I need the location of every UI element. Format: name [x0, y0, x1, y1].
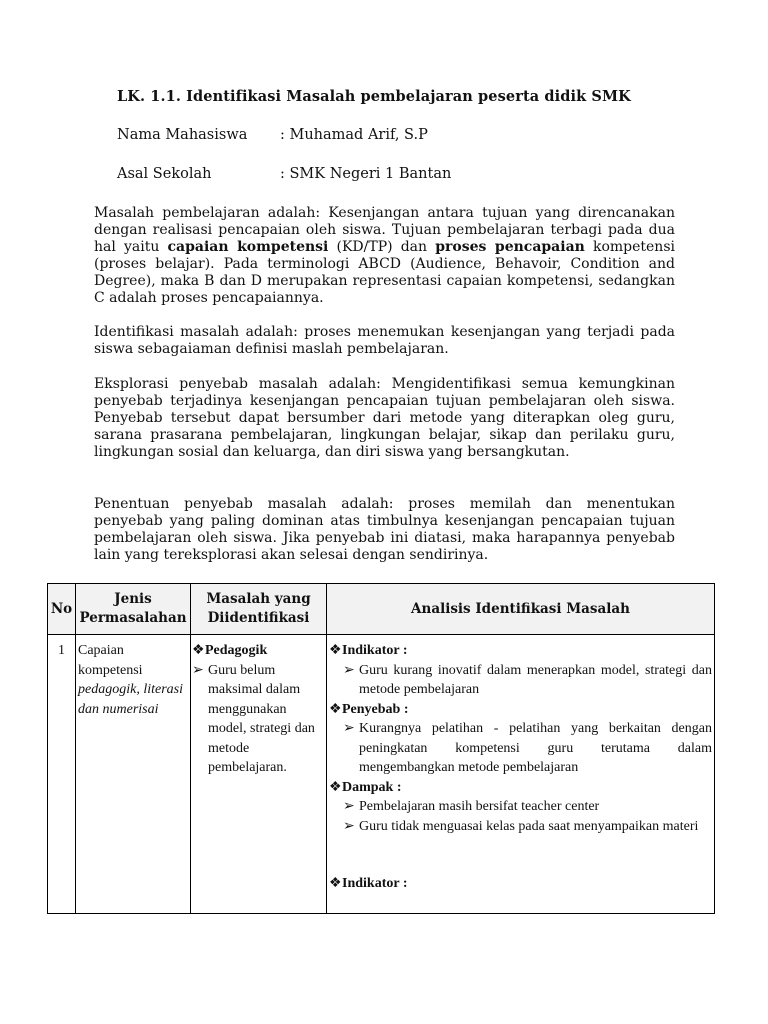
meta-label-sekolah: Asal Sekolah [117, 166, 212, 182]
penyebab-heading [329, 700, 712, 720]
arrow-bullet-icon: ➢ [343, 799, 355, 814]
diamond-bullet-icon: ❖ [192, 643, 205, 658]
meta-value-nama: : Muhamad Arif, S.P [280, 127, 428, 143]
header-masalah [191, 584, 327, 635]
diamond-bullet-icon: ❖ [329, 876, 342, 891]
indikator-heading-2 [329, 874, 712, 894]
masalah-heading [192, 641, 324, 661]
meta-row-nama [117, 127, 428, 143]
dampak-list-item [329, 797, 712, 817]
header-no: No [48, 584, 76, 635]
masalah-item-text: Guru belum maksimal dalam menggunakan model, strategi dan metode pembelajaran. [208, 662, 315, 775]
document-title: LK. 1.1. Identifikasi Masalah pembelajaran peserta didik SMK [117, 88, 631, 105]
paragraph-identifikasi: Identifikasi masalah adalah: proses menemukan kesenjangan yang terjadi pada siswa sebagaiaman definisi maslah pembelajaran. [94, 324, 675, 357]
cell-jenis [76, 635, 191, 914]
diamond-bullet-icon: ❖ [329, 779, 342, 795]
dampak-item-text: Guru tidak menguasai kelas pada saat menyampaikan materi [359, 818, 699, 834]
p1-bold-capaian: capaian kompetensi [167, 239, 329, 255]
penyebab-item-text: Kurangnya pelatihan - pelatihan yang berkaitan dengan peningkatan kompetensi guru terutama dalam mengembangkan metode pembelajaran [359, 721, 712, 775]
arrow-bullet-icon: ➢ [343, 721, 355, 736]
diamond-bullet-icon: ❖ [329, 643, 342, 658]
meta-value-sekolah: : SMK Negeri 1 Bantan [280, 166, 452, 182]
p1-text-a: Masalah pembelajaran adalah: Kesenjangan antara tujuan yang direncanakan dengan realisasi pencapaian oleh siswa. Tujuan pembelajaran terbagi pada dua hal yaitu [94, 205, 675, 255]
p1-text-e: kompetensi (proses belajar). Pada terminologi ABCD (Audience, Behavoir, Condition and Degree), maka B dan D merupakan representasi capaian kompetensi, sedangkan C adalah proses pencapaiannya. [94, 239, 675, 306]
indikator-label: Indikator : [342, 643, 408, 658]
indikator-list-item [329, 661, 712, 700]
indikator-heading [329, 641, 712, 661]
indikator-label-2: Indikator : [342, 876, 408, 891]
header-analisis: Analisis Identifikasi Masalah [327, 584, 715, 635]
p1-text-c: (KD/TP) dan [328, 239, 436, 255]
arrow-bullet-icon: ➢ [192, 662, 204, 678]
p1-bold-proses: proses pencapaian [435, 239, 585, 255]
penyebab-list-item [329, 719, 712, 778]
dampak-list-item [329, 817, 712, 837]
header-masalah-line2: Diidentifikasi [207, 610, 310, 626]
masalah-heading-text: Pedagogik [205, 643, 268, 658]
arrow-bullet-icon: ➢ [343, 818, 355, 834]
dampak-item-text: Pembelajaran masih bersifat teacher center [359, 799, 600, 814]
indikator-item-text: Guru kurang inovatif dalam menerapkan model, strategi dan metode pembelajaran [359, 662, 712, 697]
dampak-heading [329, 778, 712, 798]
paragraph-masalah-pembelajaran [94, 205, 675, 307]
paragraph-eksplorasi: Eksplorasi penyebab masalah adalah: Mengidentifikasi semua kemungkinan penyebab terjadinya kesenjangan pencapaian tujuan pembelajaran oleh siswa. Penyebab tersebut dapat bersumber dari metode yang diterapkan oleg guru, sarana prasarana pembelajaran, lingkungan belajar, sikap dan perilaku guru, lingkungan sosial dan keluarga, dan diri siswa yang bersangkutan. [94, 376, 675, 460]
arrow-bullet-icon: ➢ [343, 662, 355, 678]
penyebab-label: Penyebab : [342, 701, 409, 717]
diamond-bullet-icon: ❖ [329, 701, 342, 717]
analysis-table [47, 583, 715, 914]
dampak-label: Dampak : [342, 779, 402, 795]
jenis-plain-text: Capaian kompetensi [78, 643, 143, 678]
header-jenis [76, 584, 191, 635]
meta-row-sekolah [117, 166, 451, 182]
paragraph-penentuan: Penentuan penyebab masalah adalah: proses memilah dan menentukan penyebab yang paling dominan atas timbulnya kesenjangan pencapaian tujuan pembelajaran oleh siswa. Jika penyebab ini diatasi, maka harapannya penyebab lain yang tereksplorasi akan selesai dengan sendirinya. [94, 496, 675, 563]
header-masalah-line1: Masalah yang [206, 591, 311, 607]
table-row [48, 635, 715, 914]
jenis-italic-text: pedagogik, literasi dan numerisai [78, 682, 183, 717]
spacer [329, 836, 712, 874]
cell-masalah [191, 635, 327, 914]
cell-analisis [327, 635, 715, 914]
table-header-row [48, 584, 715, 635]
cell-no: 1 [48, 635, 76, 914]
masalah-list-item [192, 661, 324, 778]
meta-label-nama: Nama Mahasiswa [117, 127, 248, 143]
header-jenis-line1: Jenis [114, 591, 152, 607]
header-jenis-line2: Permasalahan [79, 610, 187, 626]
